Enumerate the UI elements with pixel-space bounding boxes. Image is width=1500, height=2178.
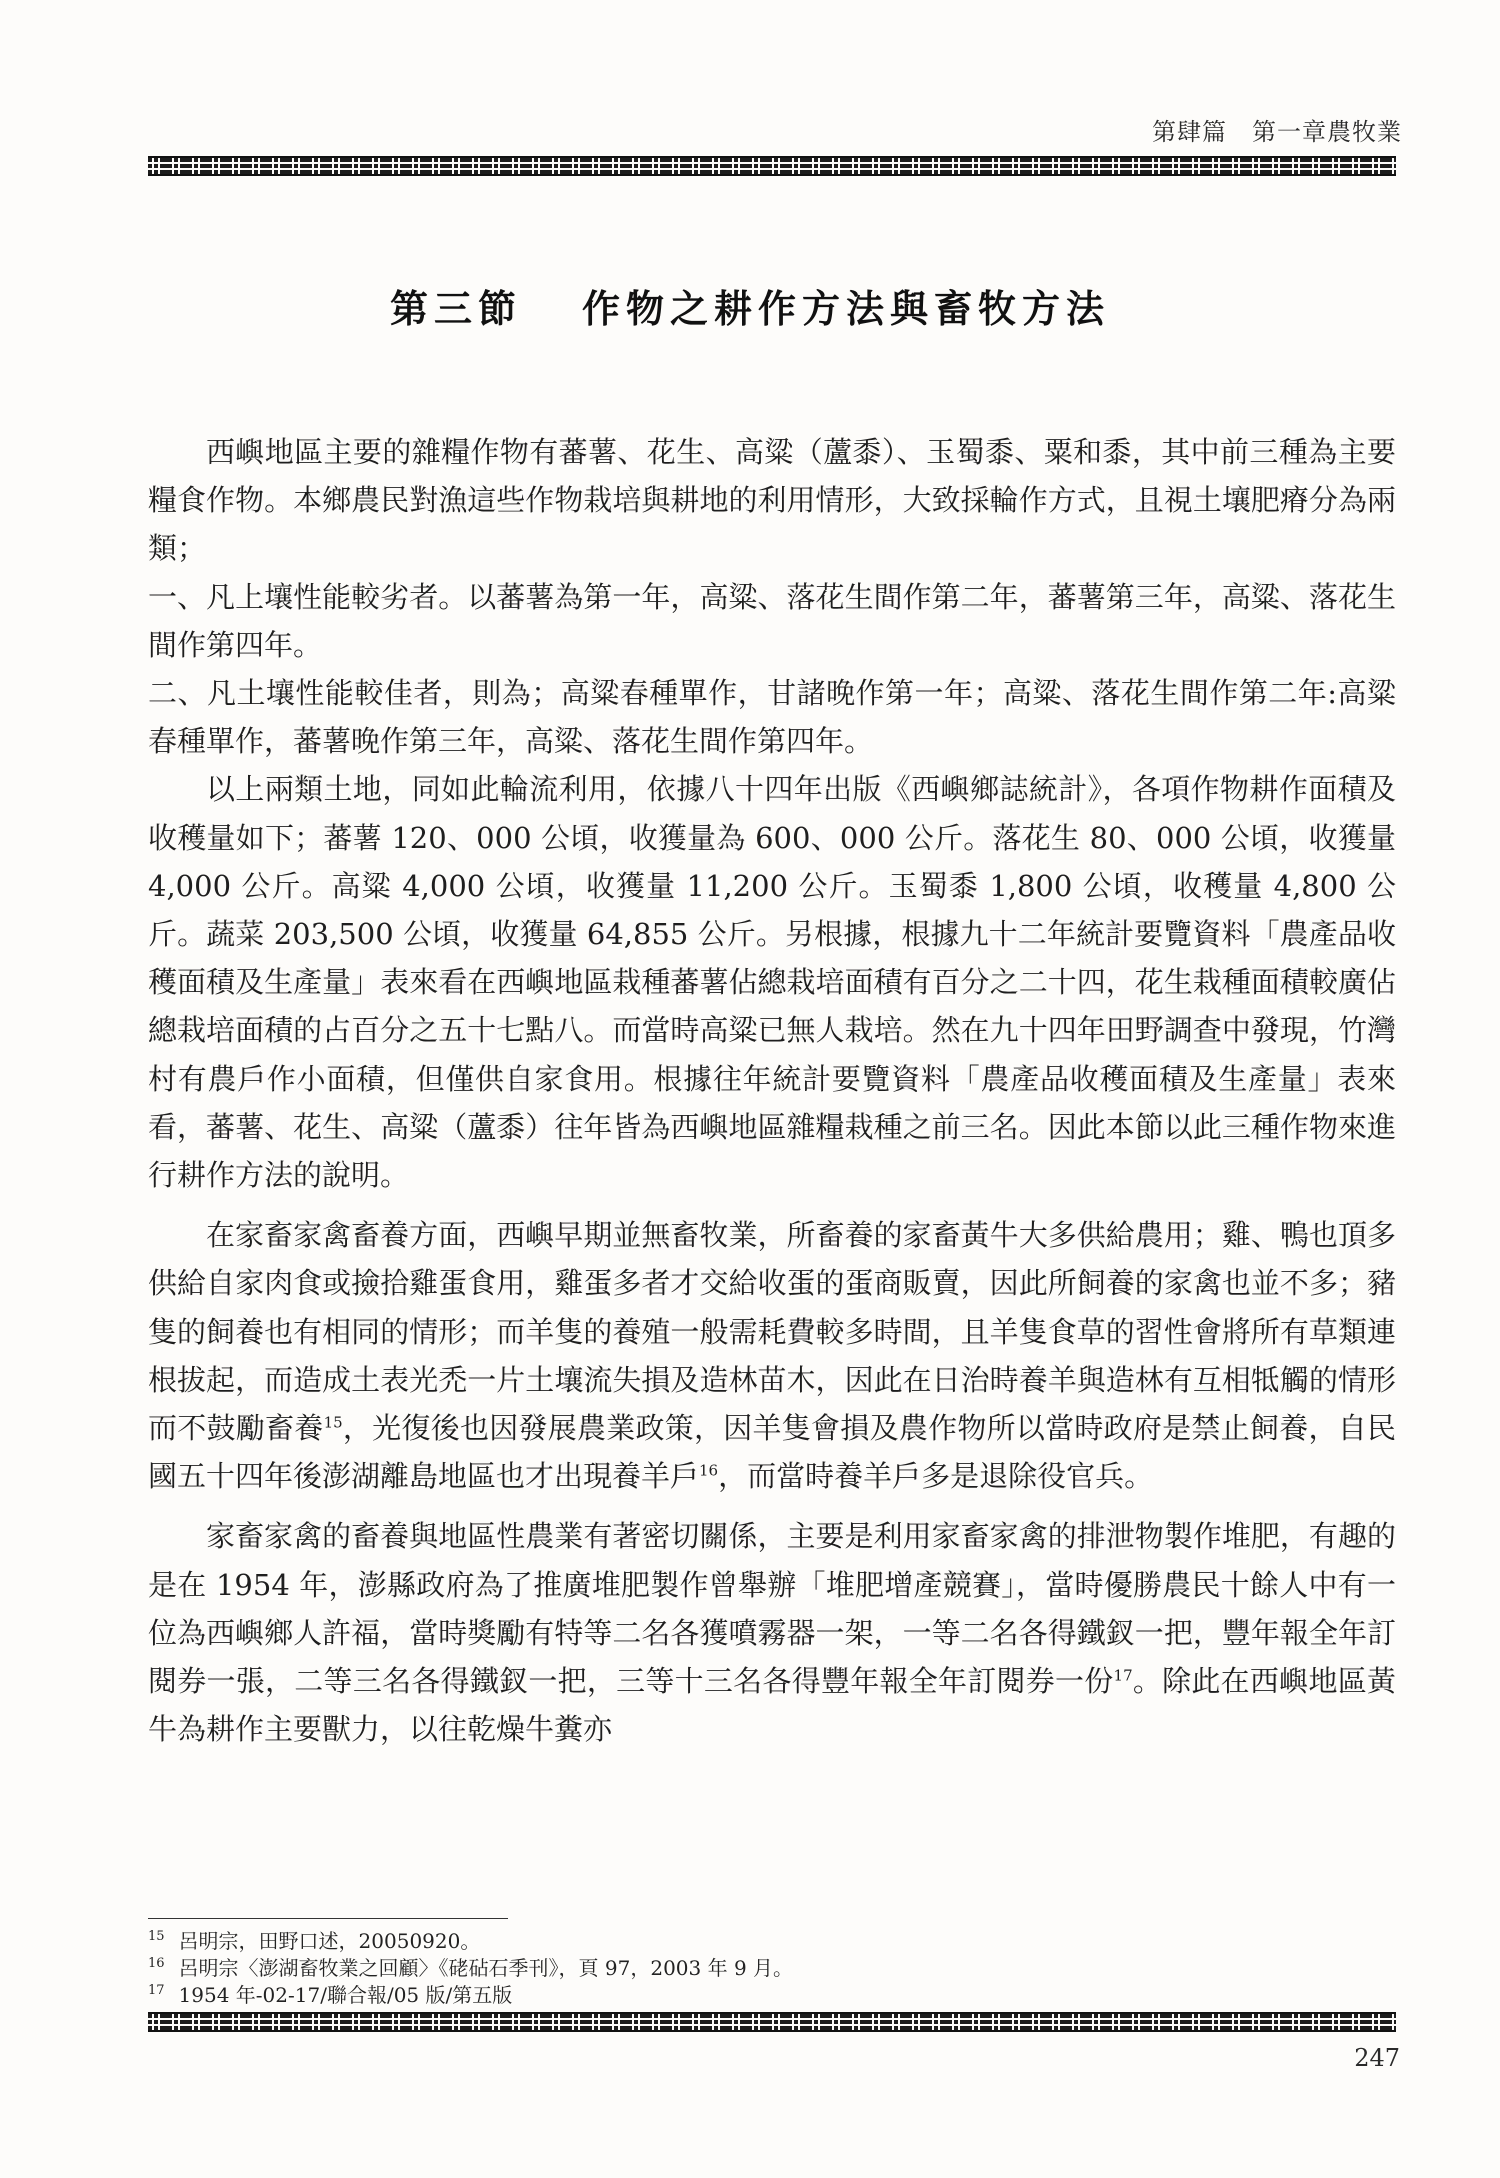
- paragraph-livestock-part2: ，光復後也因發展農業政策，因羊隻會損及農作物所以當時政府是禁止飼養，自民國五十四年後澎湖離島地區也才出現養羊戶: [148, 1411, 1396, 1494]
- footnote-number: 17: [148, 1983, 165, 1999]
- footnote-ref-16: 16: [699, 1461, 719, 1480]
- footnote-number: 15: [148, 1929, 165, 1945]
- footnote-ref-15: 15: [323, 1413, 343, 1432]
- section-heading: 作物之耕作方法與畜牧方法: [582, 286, 1111, 331]
- section-number: 第三節: [389, 286, 522, 331]
- footnote-text: 呂明宗，田野口述，20050920。: [178, 1929, 481, 1953]
- footnote-ref-17: 17: [1113, 1666, 1133, 1685]
- paragraph-crops-intro: 西嶼地區主要的雜糧作物有蕃薯、花生、高粱（蘆黍）、玉蜀黍、粟和黍，其中前三種為主要糧食作物。本鄉農民對漁這些作物栽培與耕地的利用情形，大致採輪作方式，且視土壤肥瘠分為兩類；: [148, 435, 1396, 566]
- paragraph-livestock: [148, 1211, 1396, 1500]
- footnote-text: 呂明宗〈澎湖畜牧業之回顧〉《硓砧石季刊》，頁 97，2003 年 9 月。: [178, 1956, 794, 1980]
- paragraph-crop-statistics: 以上兩類土地，同如此輪流利用，依據八十四年出版《西嶼鄉誌統計》，各項作物耕作面積及收穫量如下；蕃薯 120、000 公頃，收獲量為 600、000 公斤。落花生 80、000 公頃，收獲量 4,000 公斤。高粱 4,000 公頃，收獲量 11,200 公斤。玉蜀黍 1,800 公頃，收穫量 4,800 公斤。蔬菜 203,500 公頃，收獲量 64,855 公斤。另根據，根據九十二年統計要覽資料「農產品收穫面積及生產量」表來看在西嶼地區栽種蕃薯佔總栽培面積有百分之二十四，花生栽種面積較廣佔總栽培面積的占百分之五十七點八。而當時高粱已無人栽培。然在九十四年田野調查中發現，竹灣村有農戶作小面積，但僅供自家食用。根據往年統計要覽資料「農產品收穫面積及生產量」表來看，蕃薯、花生、高粱（蘆黍）往年皆為西嶼地區雜糧栽種之前三名。因此本節以此三種作物來進行耕作方法的說明。: [148, 772, 1396, 1193]
- running-header: 第肆篇 第一章農牧業: [1152, 118, 1402, 146]
- paragraph-rotation-good-soil: 二、凡土壤性能較佳者，則為；高粱春種單作，甘諸晚作第一年；高粱、落花生間作第二年:高粱春種單作，蕃薯晚作第三年，高粱、落花生間作第四年。: [148, 676, 1396, 759]
- footnote-number: 16: [148, 1956, 165, 1972]
- footnote-text: 1954 年-02-17/聯合報/05 版/第五版: [178, 1983, 513, 2007]
- paragraph-rotation-poor-soil: 一、凡上壤性能較劣者。以蕃薯為第一年，高粱、落花生間作第二年，蕃薯第三年，高粱、落花生間作第四年。: [148, 579, 1396, 662]
- footnotes: [148, 1928, 1396, 2009]
- section-title: [0, 278, 1500, 333]
- footnote: [148, 1928, 1396, 1955]
- paragraph-livestock-part3: ，而當時養羊戶多是退除役官兵。: [718, 1459, 1154, 1494]
- bottom-decorative-border: [148, 2012, 1396, 2032]
- top-decorative-border: [148, 156, 1396, 176]
- paragraph-compost-part2: 。除此在西嶼地區黃牛為耕作主要獸力，以往乾燥牛糞亦: [148, 1664, 1396, 1747]
- paragraph-livestock-part1: 在家畜家禽畜養方面，西嶼早期並無畜牧業，所畜養的家畜黃牛大多供給農用；雞、鴨也頂多供給自家肉食或撿拾雞蛋食用，雞蛋多者才交給收蛋的蛋商販賣，因此所飼養的家禽也並不多；豬隻的飼養也有相同的情形；而羊隻的養殖一般需耗費較多時間，且羊隻食草的習性會將所有草類連根拔起，而造成土表光禿一片土壤流失損及造林苗木，因此在日治時養羊與造林有互相牴觸的情形而不鼓勵畜養: [148, 1218, 1396, 1446]
- footnote-rule: [148, 1918, 508, 1919]
- page-number: 247: [1354, 2044, 1400, 2072]
- footnote: [148, 1955, 1396, 1982]
- paragraph-compost-part1: 家畜家禽的畜養與地區性農業有著密切關係，主要是利用家畜家禽的排泄物製作堆肥，有趣的是在 1954 年，澎縣政府為了推廣堆肥製作曾舉辦「堆肥增產競賽」，當時優勝農民十餘人中有一位為西嶼鄉人許福，當時獎勵有特等二名各獲噴霧器一架，一等二名各得鐵釵一把，豐年報全年訂閱券一張，二等三名各得鐵釵一把，三等十三名各得豐年報全年訂閱券一份: [148, 1519, 1396, 1699]
- footnote: [148, 1982, 1396, 2009]
- paragraph-compost: [148, 1512, 1396, 1753]
- body-text: [148, 428, 1396, 1753]
